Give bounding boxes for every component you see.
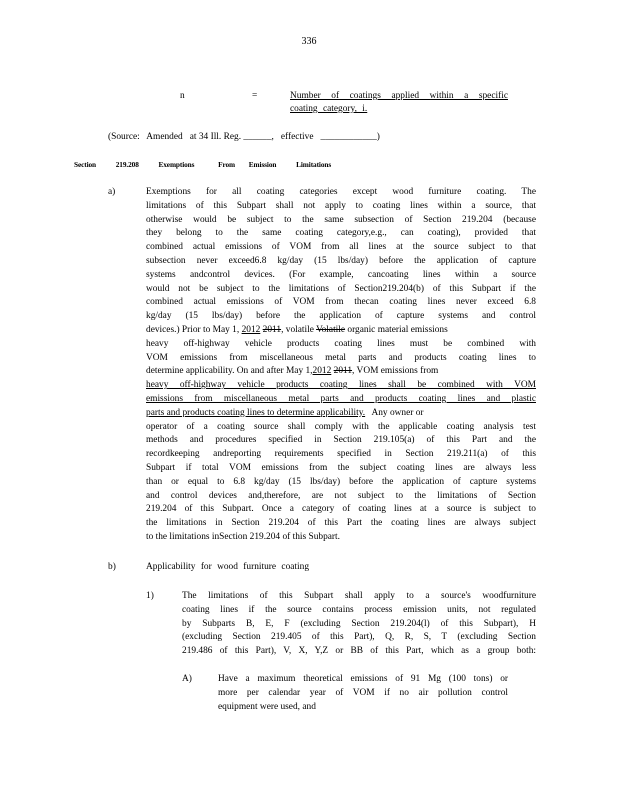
para-a-line: they belong to the same coating category,e.g., can coating), provided that <box>146 228 536 239</box>
item-a-label: A) <box>182 674 192 684</box>
para-a-line-inserted: heavy off-highway vehicle products coating lines shall be combined with VOM <box>146 380 536 391</box>
source-note: (Source: Amended at 34 Ill. Reg. ______, effective ____________) <box>108 132 380 142</box>
para-a-text: , VOM emissions from <box>352 366 439 377</box>
item-a-line: more per calendar year of VOM if no air pollution control <box>218 687 508 698</box>
para-a-line: would not be subject to the limitations of Section219.204(b) of this Subpart if the <box>146 283 536 294</box>
item-1-body <box>182 590 536 659</box>
page-number: 336 <box>301 36 317 47</box>
section-title-word-3: Emission <box>248 160 277 169</box>
para-a-line: 219.204 of this Subpart. Once a category of coating lines at a source is subject to <box>146 504 536 515</box>
definition-equals: = <box>252 91 258 101</box>
para-a-line-amended-1 <box>146 324 536 338</box>
para-a-text: , volatile <box>281 324 314 335</box>
item-a-line: Have a maximum theoretical emissions of 91 Mg (100 tons) or <box>218 674 508 684</box>
para-a-line-inserted-end <box>146 407 536 421</box>
deleted-year: 2011 <box>262 324 282 335</box>
para-a-line: systems andcontrol devices. (For example, cancoating lines within a source <box>146 269 536 280</box>
para-a-line: recordkeeping andreporting requirements specified in Section 219.211(a) of this <box>146 449 536 460</box>
definition-text-line-2: coating category, i. <box>290 104 368 114</box>
para-a-line: and control devices and,therefore, are not subject to the limitations of Section <box>146 490 536 501</box>
item-1-line: (excluding Section 219.405 of this Part), Q, R, S, T (excluding Section <box>182 632 536 643</box>
item-1-line: coating lines if the source contains process emission units, not regulated <box>182 604 536 615</box>
para-a-line: methods and procedures specified in Section 219.105(a) of this Part and the <box>146 435 536 446</box>
para-a-line: operator of a coating source shall comply with the applicable coating analysis test <box>146 421 536 432</box>
para-a-label: a) <box>108 187 116 197</box>
definition-text-line-1: Number of coatings applied within a specific <box>290 91 508 101</box>
para-a-text: Any owner or <box>371 407 424 418</box>
deleted-word: Volatile <box>316 324 346 335</box>
para-a-line: Subpart if total VOM emissions from the subject coating lines are always less <box>146 462 536 473</box>
section-title-word-2: From <box>218 160 236 169</box>
inserted-year: 2012 <box>241 324 261 335</box>
section-title-word-4: Limitations <box>296 160 332 169</box>
para-a-line: subsection never exceed6.8 kg/day (15 lbs/day) before the application of capture <box>146 255 536 266</box>
item-1-line: by Subparts B, E, F (excluding Section 219.204(l) of this Subpart), H <box>182 618 536 629</box>
item-a-line: equipment were used, and <box>218 701 316 712</box>
deleted-year: 2011 <box>333 366 353 377</box>
item-1-label: 1) <box>146 591 154 601</box>
para-a-line: limitations of this Subpart shall not apply to coating lines within a source, that <box>146 200 536 211</box>
item-1-line: The limitations of this Subpart shall apply to a source's woodfurniture <box>182 591 536 601</box>
para-a-body <box>146 186 536 545</box>
para-a-line: combined actual emissions of VOM from all lines at the source subject to that <box>146 242 536 253</box>
para-a-line-inserted: emissions from miscellaneous metal parts and products coating lines and plastic <box>146 393 536 404</box>
para-a-line: Exemptions for all coating categories except wood furniture coating. The <box>146 187 536 197</box>
section-number: 219.208 <box>115 160 139 169</box>
para-a-text: determine applicability. On and after May 1, <box>146 366 313 377</box>
section-title-word-1: Exemptions <box>158 160 195 169</box>
para-a-line: combined actual emissions of VOM from thecan coating lines never exceed 6.8 <box>146 297 536 308</box>
para-a-line: kg/day (15 lbs/day) before the application of capture systems and control <box>146 311 536 322</box>
para-a-line: the limitations in Section 219.204 of this Part the coating lines are always subject <box>146 518 536 529</box>
para-a-text: organic material emissions <box>345 324 448 335</box>
para-a-line: heavy off-highway vehicle products coating lines must be combined with <box>146 338 536 349</box>
item-a-body <box>218 673 508 714</box>
para-a-text: devices.) Prior to May 1, <box>146 324 240 335</box>
definition-symbol: n <box>180 91 185 101</box>
para-a-line: to the limitations inSection 219.204 of this Subpart. <box>146 531 341 542</box>
para-a-line: VOM emissions from miscellaneous metal parts and products coating lines to <box>146 352 536 363</box>
item-1-line: 219.486 of this Part), V, X, Y,Z or BB of this Part, which as a group both: <box>182 646 536 657</box>
section-label: Section <box>74 160 96 169</box>
inserted-year: 2012 <box>312 366 332 377</box>
para-b-label: b) <box>108 562 116 572</box>
para-a-text: parts and products coating lines to determine applicability. <box>146 407 366 418</box>
para-a-line: otherwise would be subject to the same subsection of Section 219.204 (because <box>146 214 536 225</box>
para-b-title: Applicability for wood furniture coating <box>146 562 310 572</box>
para-a-line-amended-2 <box>146 365 536 379</box>
section-heading <box>74 160 331 169</box>
para-a-line: than or equal to 6.8 kg/day (15 lbs/day) before the application of capture systems <box>146 476 536 487</box>
